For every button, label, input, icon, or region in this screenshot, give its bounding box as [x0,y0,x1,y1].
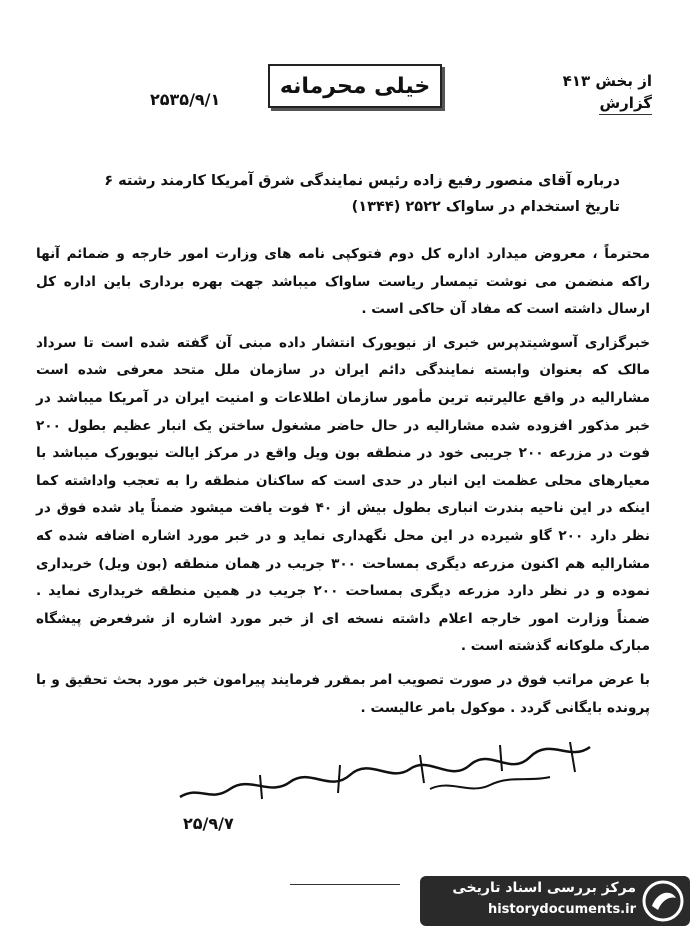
watermark-url: historydocuments.ir [487,902,636,917]
watermark-title: مرکز بررسی اسناد تاریخی [452,880,636,896]
stamp-text: خیلی محرمانه [279,73,431,99]
report-label: گزارش [599,94,652,115]
handwritten-note [170,727,600,807]
paragraph-3: با عرض مراتب فوق در صورت تصویب امر بمقرر فرمایند پیرامون خبر مورد بحث تحقیق و با پرونده بایگانی گردد . موکول بامر عالیست . [36,671,650,716]
paragraph-2: خبرگزاری آسوشیتدپرس خبری از نیویورک انتشار داده مبنی آن گفته شده است تا سرداد مالک که بعنوان وابسته نمایندگی دائم ایران در سازمان ملل متحد معرفی شده است مشارالیه در واقع عالیرتبه ترین مأمور سازمان اطلاعات و امنیت ایران در آمریکا میباشد در خبر مذکور افزوده شده مشارالیه در حال حاضر مشغول ساختن یک انبار عظیم بطول ۲۰۰ فوت در مزرعه ۲۰۰ جریبی خود در منطقه بون ویل واقع در مرکز ایالت نیویورک میباشد با معیارهای محلی عظمت این انبار در حدی است که ساکنان منطقه را به تعجب واداشته کما اینکه در این ناحیه بندرت انباری بطول بیش از ۴۰ فوت یافت میشود ضمناً یاد شده فوق در نظر دارد ۲۰۰ گاو شیرده در این محل نگهداری نماید و در خبر مورد اشاره اضافه شده که مشارالیه هم اکنون مزرعه دیگری بمساحت ۳۰۰ جریب در همان منطقه (بون ویل) خریداری نموده و در نظر دارد مزرعه دیگری بمساحت ۲۰۰ جریب در همین منطقه خریداری نماید . ضمناً وزارت امور خارجه اعلام داشته نسخه ای از خبر مورد اشاره از شرفعرض پیشگاه مبارک ملوکانه گذشته است . [36,334,650,655]
subject-line-2: تاریخ استخدام در ساواک ۲۵۲۲ (۱۳۴۴) [351,199,620,215]
archive-logo-icon [642,880,684,922]
footer-date: ۲۵/۹/۷ [183,814,234,833]
subject-block [60,168,620,220]
subject-line-1: درباره آقای منصور رفیع زاده رئیس نمایندگی شرق آمریکا کارمند رشته ۶ [104,173,620,189]
watermark-badge [420,876,690,926]
sender-block [552,72,652,115]
document-date: ۲۵۳۵/۹/۱ [150,90,221,109]
letter-body [36,241,650,728]
sender-section: از بخش ۴۱۳ [562,72,652,90]
paragraph-1: محترماً ، معروض میدارد اداره کل دوم فتوکپی نامه های وزارت امور خارجه و ضمائم آنها راکه منضمن می نوشت تیمسار ریاست ساواک میباشد جهت بهره برداری باین اداره کل ارسال داشته است که مفاد آن حاکی است . [36,246,650,318]
divider [290,884,400,885]
classification-stamp [268,64,442,108]
